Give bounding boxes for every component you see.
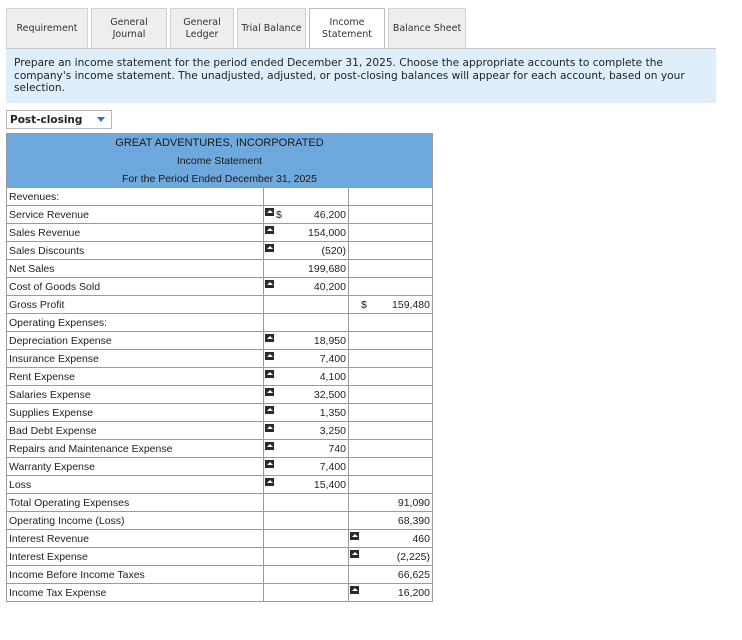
amount-cell-col2 — [349, 404, 433, 422]
amount-value: 1,350 — [319, 406, 346, 419]
statement-row — [7, 350, 433, 368]
income-statement-table — [6, 133, 433, 602]
account-picker-icon[interactable] — [265, 442, 274, 450]
statement-row — [7, 368, 433, 386]
statement-row — [7, 512, 433, 530]
amount-value: (2,225) — [396, 550, 430, 563]
amount-cell-col1 — [264, 476, 349, 494]
currency-symbol: $ — [361, 299, 367, 311]
tab-requirement[interactable]: Requirement — [6, 8, 88, 48]
account-picker-icon[interactable] — [265, 334, 274, 342]
amount-cell-col2 — [349, 278, 433, 296]
amount-cell-col2 — [349, 494, 433, 512]
amount-value: 16,200 — [397, 586, 430, 599]
amount-cell-col2 — [349, 368, 433, 386]
amount-cell-col1 — [264, 422, 349, 440]
tab-balance-sheet[interactable]: Balance Sheet — [388, 8, 466, 48]
amount-cell-col1 — [264, 260, 349, 278]
statement-row — [7, 440, 433, 458]
amount-cell-col1 — [264, 296, 349, 314]
statement-row — [7, 278, 433, 296]
account-label[interactable]: Sales Discounts — [7, 242, 264, 260]
account-label[interactable]: Salaries Expense — [7, 386, 264, 404]
amount-value: 7,400 — [319, 460, 346, 473]
statement-row — [7, 404, 433, 422]
account-label: Total Operating Expenses — [7, 494, 264, 512]
statement-row — [7, 242, 433, 260]
account-label[interactable]: Sales Revenue — [7, 224, 264, 242]
statement-row — [7, 422, 433, 440]
amount-cell-col2 — [349, 260, 433, 278]
amount-cell-col2 — [349, 584, 433, 602]
account-label[interactable]: Insurance Expense — [7, 350, 264, 368]
amount-cell-col2 — [349, 350, 433, 368]
amount-value: 68,390 — [397, 514, 430, 527]
account-label[interactable]: Rent Expense — [7, 368, 264, 386]
amount-cell-col1 — [264, 368, 349, 386]
statement-title: Income Statement — [7, 152, 433, 170]
amount-cell-col1 — [264, 242, 349, 260]
account-picker-icon[interactable] — [265, 208, 274, 216]
header-row-company — [7, 134, 433, 152]
amount-cell-col2 — [349, 224, 433, 242]
statement-row — [7, 224, 433, 242]
account-label: Revenues: — [7, 188, 264, 206]
account-label[interactable]: Service Revenue — [7, 206, 264, 224]
amount-cell-col2 — [349, 242, 433, 260]
amount-value: 460 — [412, 532, 430, 545]
amount-cell-col2 — [349, 512, 433, 530]
account-picker-icon[interactable] — [265, 388, 274, 396]
amount-value: 32,500 — [313, 388, 346, 401]
tab-general-journal[interactable]: General Journal — [91, 8, 167, 48]
amount-value: 91,090 — [397, 496, 430, 509]
amount-value: 199,680 — [308, 262, 346, 275]
amount-value: (520) — [321, 244, 346, 257]
amount-cell-col2 — [349, 422, 433, 440]
amount-cell-col1 — [264, 530, 349, 548]
amount-value: 7,400 — [319, 352, 346, 365]
account-label: Income Before Income Taxes — [7, 566, 264, 584]
account-label: Net Sales — [7, 260, 264, 278]
amount-cell-col2 — [349, 476, 433, 494]
statement-row — [7, 386, 433, 404]
account-label[interactable]: Cost of Goods Sold — [7, 278, 264, 296]
instructions-text: Prepare an income statement for the period ended December 31, 2025. Choose the appropriate accounts to complete the company's income statement. The unadjusted, adjusted, or post-closing balances will appear for each account, based on your selection. — [14, 57, 685, 94]
amount-cell-col2 — [349, 530, 433, 548]
account-label[interactable]: Loss — [7, 476, 264, 494]
amount-value: 18,950 — [313, 334, 346, 347]
account-picker-icon[interactable] — [265, 460, 274, 468]
account-picker-icon[interactable] — [265, 406, 274, 414]
account-label[interactable]: Warranty Expense — [7, 458, 264, 476]
statement-row — [7, 458, 433, 476]
statement-period: For the Period Ended December 31, 2025 — [7, 170, 433, 188]
amount-cell-col1 — [264, 548, 349, 566]
account-label[interactable]: Supplies Expense — [7, 404, 264, 422]
statement-row — [7, 548, 433, 566]
statement-row — [7, 476, 433, 494]
statement-row — [7, 494, 433, 512]
tab-bar — [6, 8, 469, 48]
amount-cell-col2 — [349, 566, 433, 584]
amount-cell-col1 — [264, 404, 349, 422]
statement-row — [7, 584, 433, 602]
amount-cell-col1 — [264, 206, 349, 224]
account-label: Gross Profit — [7, 296, 264, 314]
amount-cell-col1 — [264, 494, 349, 512]
amount-value: 66,625 — [397, 568, 430, 581]
amount-value: 154,000 — [308, 226, 346, 239]
currency-symbol: $ — [276, 209, 282, 221]
header-row-period — [7, 170, 433, 188]
balance-type-select[interactable] — [6, 110, 112, 129]
amount-cell-col1 — [264, 350, 349, 368]
company-name: GREAT ADVENTURES, INCORPORATED — [7, 134, 433, 152]
statement-row — [7, 206, 433, 224]
amount-cell-col1 — [264, 278, 349, 296]
account-label[interactable]: Depreciation Expense — [7, 332, 264, 350]
statement-row — [7, 296, 433, 314]
amount-value: 4,100 — [319, 370, 346, 383]
account-picker-icon[interactable] — [265, 370, 274, 378]
statement-row — [7, 566, 433, 584]
amount-cell-col1 — [264, 512, 349, 530]
statement-row — [7, 188, 433, 206]
amount-cell-col1 — [264, 386, 349, 404]
statement-row — [7, 530, 433, 548]
account-label[interactable]: Repairs and Maintenance Expense — [7, 440, 264, 458]
account-picker-icon[interactable] — [265, 352, 274, 360]
amount-cell-col2 — [349, 440, 433, 458]
amount-cell-col1 — [264, 458, 349, 476]
account-label[interactable]: Income Tax Expense — [7, 584, 264, 602]
amount-cell-col1 — [264, 224, 349, 242]
account-picker-icon[interactable] — [350, 532, 359, 540]
amount-cell-col1 — [264, 332, 349, 350]
account-picker-icon[interactable] — [265, 478, 274, 486]
amount-cell-col2 — [349, 296, 433, 314]
amount-value: 740 — [328, 442, 346, 455]
account-picker-icon[interactable] — [265, 424, 274, 432]
amount-cell-col2 — [349, 548, 433, 566]
statement-row — [7, 260, 433, 278]
account-label[interactable]: Interest Expense — [7, 548, 264, 566]
amount-value: 46,200 — [313, 208, 346, 221]
amount-value: 40,200 — [313, 280, 346, 293]
statement-row — [7, 332, 433, 350]
header-row-title — [7, 152, 433, 170]
amount-cell-col1 — [264, 188, 349, 206]
account-picker-icon[interactable] — [265, 226, 274, 234]
tab-general-ledger[interactable]: General Ledger — [170, 8, 234, 48]
amount-cell-col1 — [264, 440, 349, 458]
account-picker-icon[interactable] — [350, 586, 359, 594]
account-label[interactable]: Interest Revenue — [7, 530, 264, 548]
amount-value: 159,480 — [392, 298, 430, 311]
tab-income-statement[interactable]: Income Statement — [309, 8, 385, 49]
amount-cell-col1 — [264, 584, 349, 602]
statement-row — [7, 314, 433, 332]
account-label: Operating Income (Loss) — [7, 512, 264, 530]
account-label[interactable]: Bad Debt Expense — [7, 422, 264, 440]
amount-cell-col2 — [349, 314, 433, 332]
amount-cell-col2 — [349, 206, 433, 224]
amount-cell-col2 — [349, 458, 433, 476]
account-picker-icon[interactable] — [265, 244, 274, 252]
amount-value: 15,400 — [313, 478, 346, 491]
chevron-down-icon — [97, 117, 105, 122]
amount-cell-col1 — [264, 566, 349, 584]
amount-cell-col2 — [349, 188, 433, 206]
amount-value: 3,250 — [319, 424, 346, 437]
amount-cell-col2 — [349, 332, 433, 350]
tab-trial-balance[interactable]: Trial Balance — [237, 8, 306, 48]
amount-cell-col2 — [349, 386, 433, 404]
account-picker-icon[interactable] — [265, 280, 274, 288]
account-label: Operating Expenses: — [7, 314, 264, 332]
amount-cell-col1 — [264, 314, 349, 332]
instructions-panel — [6, 49, 716, 103]
account-picker-icon[interactable] — [350, 550, 359, 558]
balance-type-value: Post-closing — [10, 113, 83, 126]
